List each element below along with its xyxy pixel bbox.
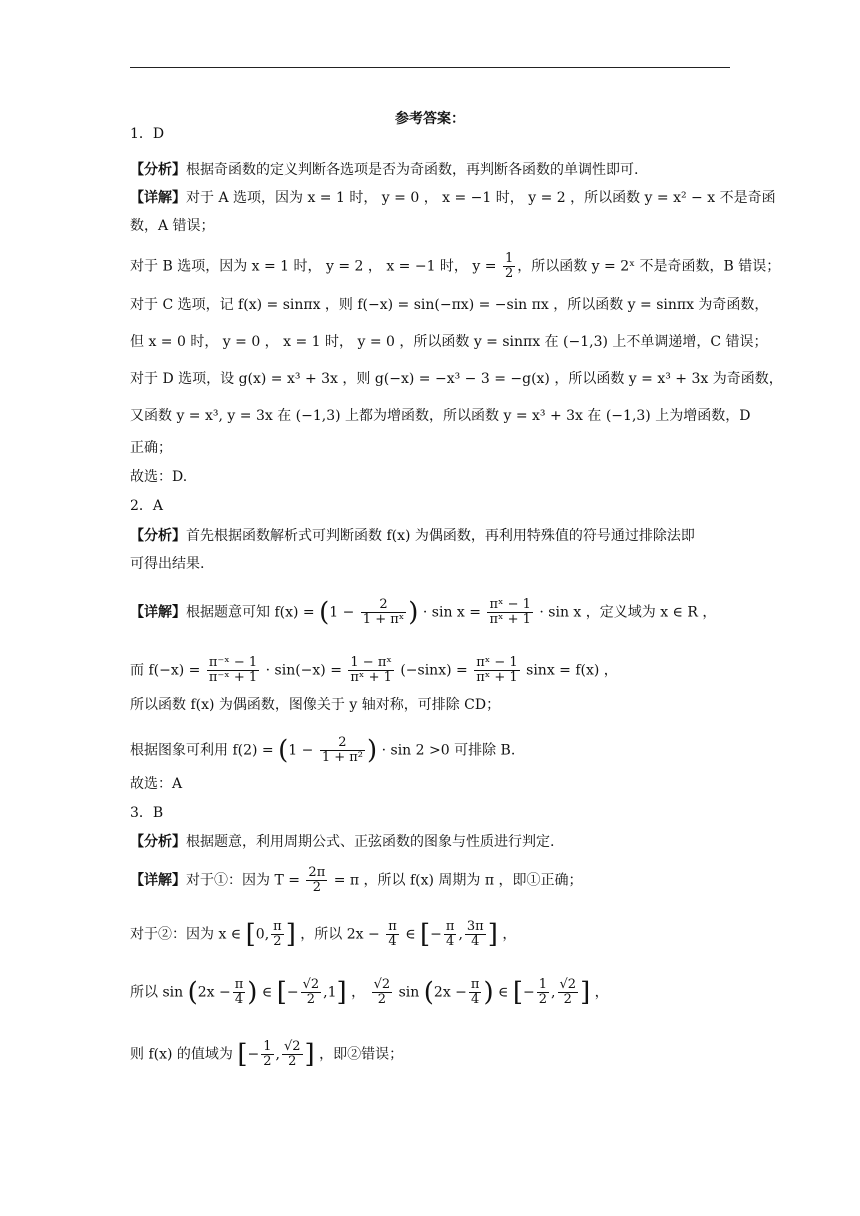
text: , — [275, 1046, 280, 1063]
q1-detail-line7: 又函数 y = x³, y = 3x 在 (−1,3) 上都为增函数，所以函数 y = x³ + 3x 在 (−1,3) 上为增函数，D — [130, 408, 751, 424]
denominator: 2 — [504, 266, 514, 281]
text: ∈ — [261, 984, 273, 1001]
q2-number: 2．A — [130, 498, 164, 514]
fraction — [537, 978, 549, 1007]
numerator: π⁻ˣ − 1 — [208, 655, 258, 670]
text: 而 f(−x) = — [130, 662, 201, 679]
numerator: π — [470, 977, 480, 992]
text: ，即②错误； — [319, 1046, 404, 1063]
denominator: 2 — [263, 1054, 272, 1069]
text: 根据题意可知 f(x) = — [186, 604, 315, 621]
text: − — [286, 984, 299, 1001]
text: · sin x ，定义域为 x ∈ R ， — [539, 604, 717, 621]
bracket: ] — [487, 919, 498, 950]
denominator: π⁻ˣ + 1 — [208, 670, 258, 685]
text: 1 − — [329, 604, 355, 621]
text: · sin x = — [422, 604, 481, 621]
q3-detail-line4 — [130, 1040, 403, 1069]
q3-number: 3．B — [130, 805, 164, 821]
bracket: [ — [237, 1039, 248, 1070]
text: = π ，所以 f(x) 周期为 π ，即①正确； — [333, 872, 583, 889]
q1-number: 1．D — [130, 126, 165, 142]
denominator: 2 — [273, 934, 282, 949]
bracket: [ — [276, 977, 287, 1008]
numerator: 2 — [361, 598, 406, 613]
analysis-tag: 【分析】 — [130, 528, 186, 544]
paren: ( — [319, 597, 330, 628]
numerator: √2 — [283, 1039, 301, 1054]
fraction — [282, 1040, 303, 1069]
text: − — [430, 926, 442, 943]
text: 2x − — [197, 984, 231, 1001]
denominator: 4 — [471, 992, 480, 1007]
q2-detail-line1 — [130, 598, 716, 627]
fraction — [474, 656, 519, 685]
text: ,1 — [323, 984, 337, 1001]
analysis-tag: 【分析】 — [130, 162, 186, 178]
fraction — [465, 920, 486, 949]
text: sin — [398, 984, 420, 1001]
detail-tag: 【详解】 — [130, 872, 186, 889]
q1-detail-line1 — [130, 188, 776, 208]
fraction — [348, 656, 393, 685]
q2-answer: 故选：A — [130, 776, 183, 792]
text: 则 f(x) 的值域为 — [130, 1046, 233, 1063]
text: 首先根据函数解析式可判断函数 f(x) 为偶函数，再利用特殊值的符号通过排除法即 — [186, 528, 695, 544]
header-rule — [130, 67, 730, 68]
fraction — [487, 598, 532, 627]
numerator: π — [445, 919, 455, 934]
detail-tag: 【详解】 — [130, 604, 186, 621]
bracket: ] — [285, 919, 296, 950]
fraction — [361, 598, 406, 627]
q1-analysis — [130, 160, 638, 180]
page-title: 参考答案： — [395, 111, 465, 127]
text: · sin(−x) = — [265, 662, 342, 679]
text: sinx = f(x) ， — [526, 662, 618, 679]
numerator: 1 − πˣ — [350, 655, 392, 670]
denominator: 4 — [446, 934, 455, 949]
paren: ) — [408, 597, 419, 628]
fraction — [386, 920, 399, 949]
q2-detail-line3: 所以函数 f(x) 为偶函数，图像关于 y 轴对称，可排除 CD； — [130, 697, 501, 713]
denominator: 4 — [388, 934, 397, 949]
fraction — [444, 920, 457, 949]
q1-detail-line3 — [130, 252, 780, 281]
denominator: 4 — [471, 934, 480, 949]
fraction — [503, 252, 515, 281]
text: 所以 sin — [130, 984, 184, 1001]
denominator: 2 — [538, 992, 548, 1007]
text: ， — [351, 984, 366, 1001]
numerator: 1 — [504, 251, 514, 266]
q2-detail-line4 — [130, 736, 515, 765]
text: ，所以函数 y = 2ˣ 不是奇函数，B 错误； — [517, 258, 781, 275]
q2-analysis-line2: 可得出结果. — [130, 556, 205, 572]
fraction — [207, 656, 259, 685]
numerator: π — [388, 919, 397, 934]
q1-answer: 故选：D. — [130, 469, 188, 485]
fraction — [372, 978, 393, 1007]
text: ∈ — [498, 984, 509, 1001]
text: − — [247, 1046, 260, 1063]
numerator: 1 — [538, 977, 548, 992]
bracket: ] — [304, 1039, 315, 1070]
q3-detail-line3 — [130, 978, 609, 1007]
q3-analysis — [130, 832, 554, 852]
q3-detail-line2 — [130, 920, 516, 949]
analysis-tag: 【分析】 — [130, 834, 186, 850]
denominator: 2 — [563, 992, 572, 1007]
q3-detail-line1 — [130, 866, 583, 895]
paren: ) — [367, 735, 378, 766]
numerator: 1 — [263, 1039, 272, 1054]
text: 对于②：因为 x ∈ — [130, 926, 242, 943]
numerator: π — [273, 919, 282, 934]
q2-analysis-line1 — [130, 526, 695, 546]
detail-tag: 【详解】 — [130, 190, 186, 206]
bracket: [ — [512, 977, 524, 1008]
paren: ( — [187, 977, 198, 1008]
paren: ) — [483, 977, 494, 1008]
numerator: π — [234, 977, 244, 992]
text: 对于 B 选项，因为 x = 1 时， y = 2 ， x = −1 时， y = — [130, 258, 497, 275]
text: · sin 2 >0 可排除 B. — [381, 742, 516, 759]
denominator: 2 — [377, 992, 387, 1007]
paren: ) — [247, 977, 258, 1008]
text: 对于 A 选项，因为 x = 1 时， y = 0 ， x = −1 时， y = 2 ，所以函数 y = x² − x 不是奇函 — [186, 190, 776, 206]
q2-detail-line2 — [130, 656, 618, 685]
q1-detail-line6: 对于 D 选项，设 g(x) = x³ + 3x ，则 g(−x) = −x³ − 3 = −g(x) ，所以函数 y = x³ + 3x 为奇函数， — [130, 371, 783, 387]
bracket: ] — [336, 977, 347, 1008]
numerator: πˣ − 1 — [489, 597, 531, 612]
q1-detail-line8: 正确； — [130, 440, 172, 456]
numerator: √2 — [302, 977, 320, 992]
fraction — [320, 736, 365, 765]
text: ， — [594, 984, 609, 1001]
denominator: 4 — [234, 992, 244, 1007]
text: ，所以 2x − — [300, 926, 380, 943]
bracket: ] — [580, 977, 591, 1008]
denominator: 2 — [306, 992, 316, 1007]
analysis-text: 根据奇函数的定义判断各选项是否为奇函数，再判断各函数的单调性即可. — [186, 162, 639, 178]
text: 2x − — [433, 984, 467, 1001]
fraction — [233, 978, 246, 1007]
numerator: 3π — [466, 919, 484, 934]
numerator: πˣ − 1 — [476, 655, 518, 670]
q1-detail-line2: 数，A 错误； — [130, 218, 215, 234]
numerator: √2 — [559, 977, 577, 992]
text: ， — [502, 926, 517, 943]
fraction — [261, 1040, 273, 1069]
denominator: 1 + πˣ — [362, 612, 405, 627]
text: (−sinx) = — [400, 662, 468, 679]
numerator: 2π — [308, 865, 326, 880]
denominator: 1 + π² — [321, 750, 363, 765]
text: 根据题意，利用周期公式、正弦函数的图象与性质进行判定. — [186, 834, 555, 850]
paren: ( — [423, 977, 434, 1008]
text: , — [551, 984, 556, 1001]
text: 对于①：因为 T = — [186, 872, 300, 889]
fraction — [306, 866, 327, 895]
bracket: [ — [420, 919, 431, 950]
fraction — [301, 978, 322, 1007]
fraction — [469, 978, 482, 1007]
text: ∈ — [405, 926, 416, 943]
denominator: πˣ + 1 — [476, 670, 518, 685]
denominator: πˣ + 1 — [489, 612, 531, 627]
paren: ( — [278, 735, 289, 766]
denominator: 2 — [288, 1054, 297, 1069]
numerator: 2 — [320, 736, 365, 751]
text: 1 − — [288, 742, 314, 759]
q1-detail-line5: 但 x = 0 时， y = 0 ， x = 1 时， y = 0 ，所以函数 y = sinπx 在 (−1,3) 上不单调递增，C 错误； — [130, 334, 768, 350]
text: − — [523, 984, 535, 1001]
text: 0, — [255, 926, 270, 943]
bracket: [ — [245, 919, 256, 950]
text: , — [458, 926, 463, 943]
denominator: πˣ + 1 — [350, 670, 392, 685]
denominator: 2 — [312, 880, 321, 895]
numerator: √2 — [373, 977, 391, 992]
fraction — [271, 920, 284, 949]
q1-detail-line4: 对于 C 选项，记 f(x) = sinπx ，则 f(−x) = sin(−πx) = −sin πx ，所以函数 y = sinπx 为奇函数， — [130, 297, 769, 313]
fraction — [558, 978, 579, 1007]
text: 根据图象可利用 f(2) = — [130, 742, 274, 759]
